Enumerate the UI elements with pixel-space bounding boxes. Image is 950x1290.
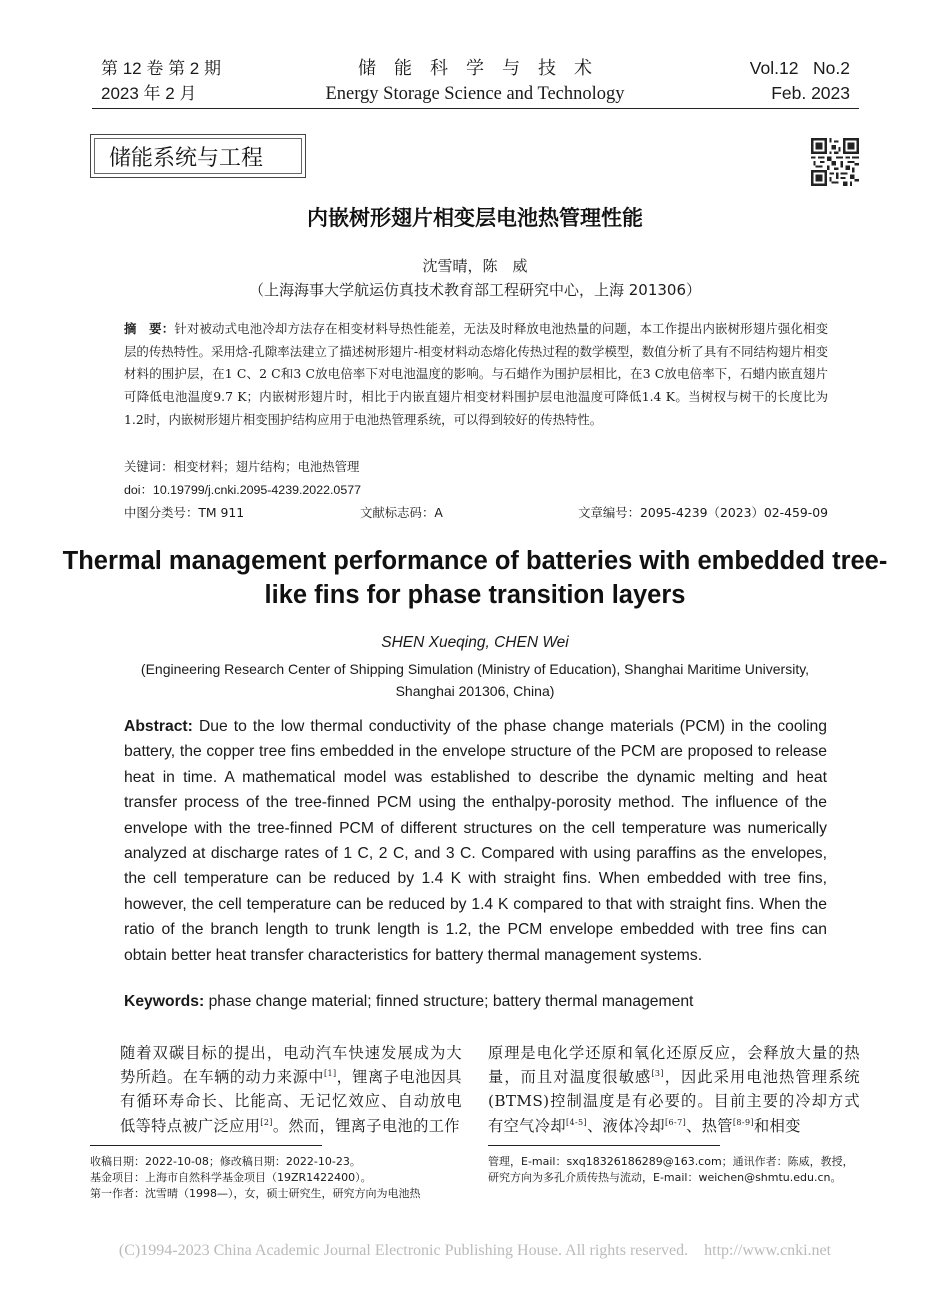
date-en: Feb. 2023 [771,83,850,103]
cnki-link[interactable]: http://www.cnki.net [704,1242,832,1259]
clc-number: 中图分类号：TM 911 [124,505,245,520]
affiliation-en [110,658,840,702]
copyright-footer [0,1242,950,1260]
keywords-en [124,993,693,1011]
document-code: 文献标志码：A [360,505,443,520]
body-column-left [90,1041,462,1138]
body-text: ，因此采用电池热管理系统(BTMS)控制温度是有必要的。目前主要的冷却方式有空气冷却 [488,1068,860,1135]
volume-issue-en: Vol.12 No.2 [749,58,850,78]
abstract-en [124,714,827,968]
authors-cn: 沈雪晴，陈 威 [422,257,528,275]
header-volume-en [750,56,850,106]
abstract-en-text: Due to the low thermal conductivity of the phase change materials (PCM) in the cooling battery, the copper tree fins embedded in the envelope structure of the PCM are proposed to release heat in time. A mathematical model was established to describe the dynamic melting and heat transfer process of the tree-finned PCM using the enthalpy-porosity method. The influence of the envelope with the tree-finned PCM of different structures on the cell temperature was numerically analyzed at discharge rates of 1 C, 2 C, and 3 C. Compared with using paraffins as the envelopes, the cell temperature can be reduced by 1.4 K with straight fins. When embedded with tree fins, however, the cell temperature can be reduced by 1.4 K compared to that with straight fins. When the ratio of the branch length to trunk length is 1.2, the PCM envelope embedded with tree fins can obtain better heat transfer characteristics for battery thermal management systems. [124,718,827,964]
footnote-first-author: 第一作者：沈雪晴（1998—），女，硕士研究生，研究方向为电池热 [90,1186,421,1200]
abstract-cn [124,318,828,432]
body-text: 和相变 [754,1116,801,1135]
footnote-author-contact: 管理，E-mail：sxq18326186289@163.com；通讯作者：陈威，教授， [488,1155,854,1168]
qr-code-icon[interactable] [811,138,859,186]
keywords-en-label: Keywords: [124,993,205,1010]
keywords-cn-label: 关键词： [124,459,174,474]
body-paragraph [90,1041,462,1138]
body-column-right [488,1041,860,1138]
article-title-en: Thermal management performance of batteries with embedded tree-like fins for phase transition layers [62,547,888,609]
affiliation-cn: （上海海事大学航运仿真技术教育部工程研究中心，上海 201306） [248,281,702,299]
body-text: 、液体冷却 [587,1116,665,1135]
body-text: 、热管 [686,1116,733,1135]
footnotes-left [90,1154,465,1201]
body-text: 。然而，锂离子电池的工作 [272,1116,460,1135]
citation-ref[interactable]: [4-5] [565,1117,588,1127]
footnote-corresponding: 研究方向为多孔介质传热与流动，E-mail：weichen@shmtu.edu.cn。 [488,1170,842,1184]
footnotes-right [488,1154,860,1186]
section-label: 储能系统与工程 [90,134,306,178]
body-text: 随着双碳目标的提出，电动汽车快速发展成为大势所趋。在车辆的动力来源中 [120,1044,462,1087]
journal-name-cn: 储能科学与技术 [358,58,610,79]
abstract-cn-text: 针对被动式电池冷却方法存在相变材料导热性能差，无法及时释放电池热量的问题，本工作提出内嵌树形翅片强化相变层的传热特性。采用焓-孔隙率法建立了描述树形翅片-相变材料动态熔化传热过程的数学模型，数值分析了具有不同结构翅片相变材料的围护层，在1 C、2 C和3 C放电倍率下对电池温度的影响。与石蜡作为围护层相比，在3 C放电倍率下，石蜡内嵌直翅片可降低电池温度9.7 K；内嵌树形翅片时，相比于内嵌直翅片相变材料围护层电池温度可降低1.4 K。当树杈与树干的长度比为1.2时，内嵌树形翅片相变围护结构应用于电池热管理系统，可以得到较好的传热特性。 [124,321,829,427]
header-rule [92,108,859,109]
footnote-rule-left [90,1145,322,1146]
keywords-cn-text: 相变材料；翅片结构；电池热管理 [173,459,360,474]
date-cn: 2023 年 2 月 [101,84,197,103]
abstract-cn-label: 摘 要： [124,321,175,336]
copyright-text: (C)1994-2023 China Academic Journal Electronic Publishing House. All rights reserved. [118,1242,689,1259]
keywords-cn [124,457,359,475]
abstract-en-label: Abstract: [124,718,193,735]
footnote-received: 收稿日期：2022-10-08；修改稿日期：2022-10-23。 [90,1155,361,1168]
keywords-en-text: phase change material; finned structure; battery thermal management [208,993,694,1010]
footnote-rule-right [488,1145,720,1146]
footnote-fund: 基金项目：上海市自然科学基金项目（19ZR1422400）。 [90,1170,372,1184]
body-paragraph [488,1041,860,1138]
authors-en: SHEN Xueqing, CHEN Wei [381,634,569,651]
volume-issue-cn: 第 12 卷 第 2 期 [101,59,221,78]
journal-name-en: Energy Storage Science and Technology [325,84,625,104]
article-title-cn: 内嵌树形翅片相变层电池热管理性能 [307,206,643,230]
citation-ref[interactable]: [2] [260,1117,273,1127]
doi[interactable]: doi：10.19799/j.cnki.2095-4239.2022.0577 [124,483,361,497]
citation-ref[interactable]: [3] [651,1069,664,1079]
body-text: ，锂离子电池因具有循环寿命长、比能高、无记忆效应、自动放电低等特点被广泛应用 [120,1068,463,1135]
article-number: 文章编号：2095-4239（2023）02-459-09 [578,505,828,520]
citation-ref[interactable]: [1] [323,1069,337,1079]
affiliation-en-line2: Shanghai 201306, China) [395,683,555,699]
citation-ref[interactable]: [8-9] [732,1117,755,1127]
citation-ref[interactable]: [6-7] [665,1117,687,1127]
body-text: 原理是电化学还原和氧化还原反应，会释放大量的热量，而且对温度很敏感 [488,1044,860,1087]
affiliation-en-line1: (Engineering Research Center of Shipping Simulation (Ministry of Education), Shanghai Maritime University, [140,661,810,677]
